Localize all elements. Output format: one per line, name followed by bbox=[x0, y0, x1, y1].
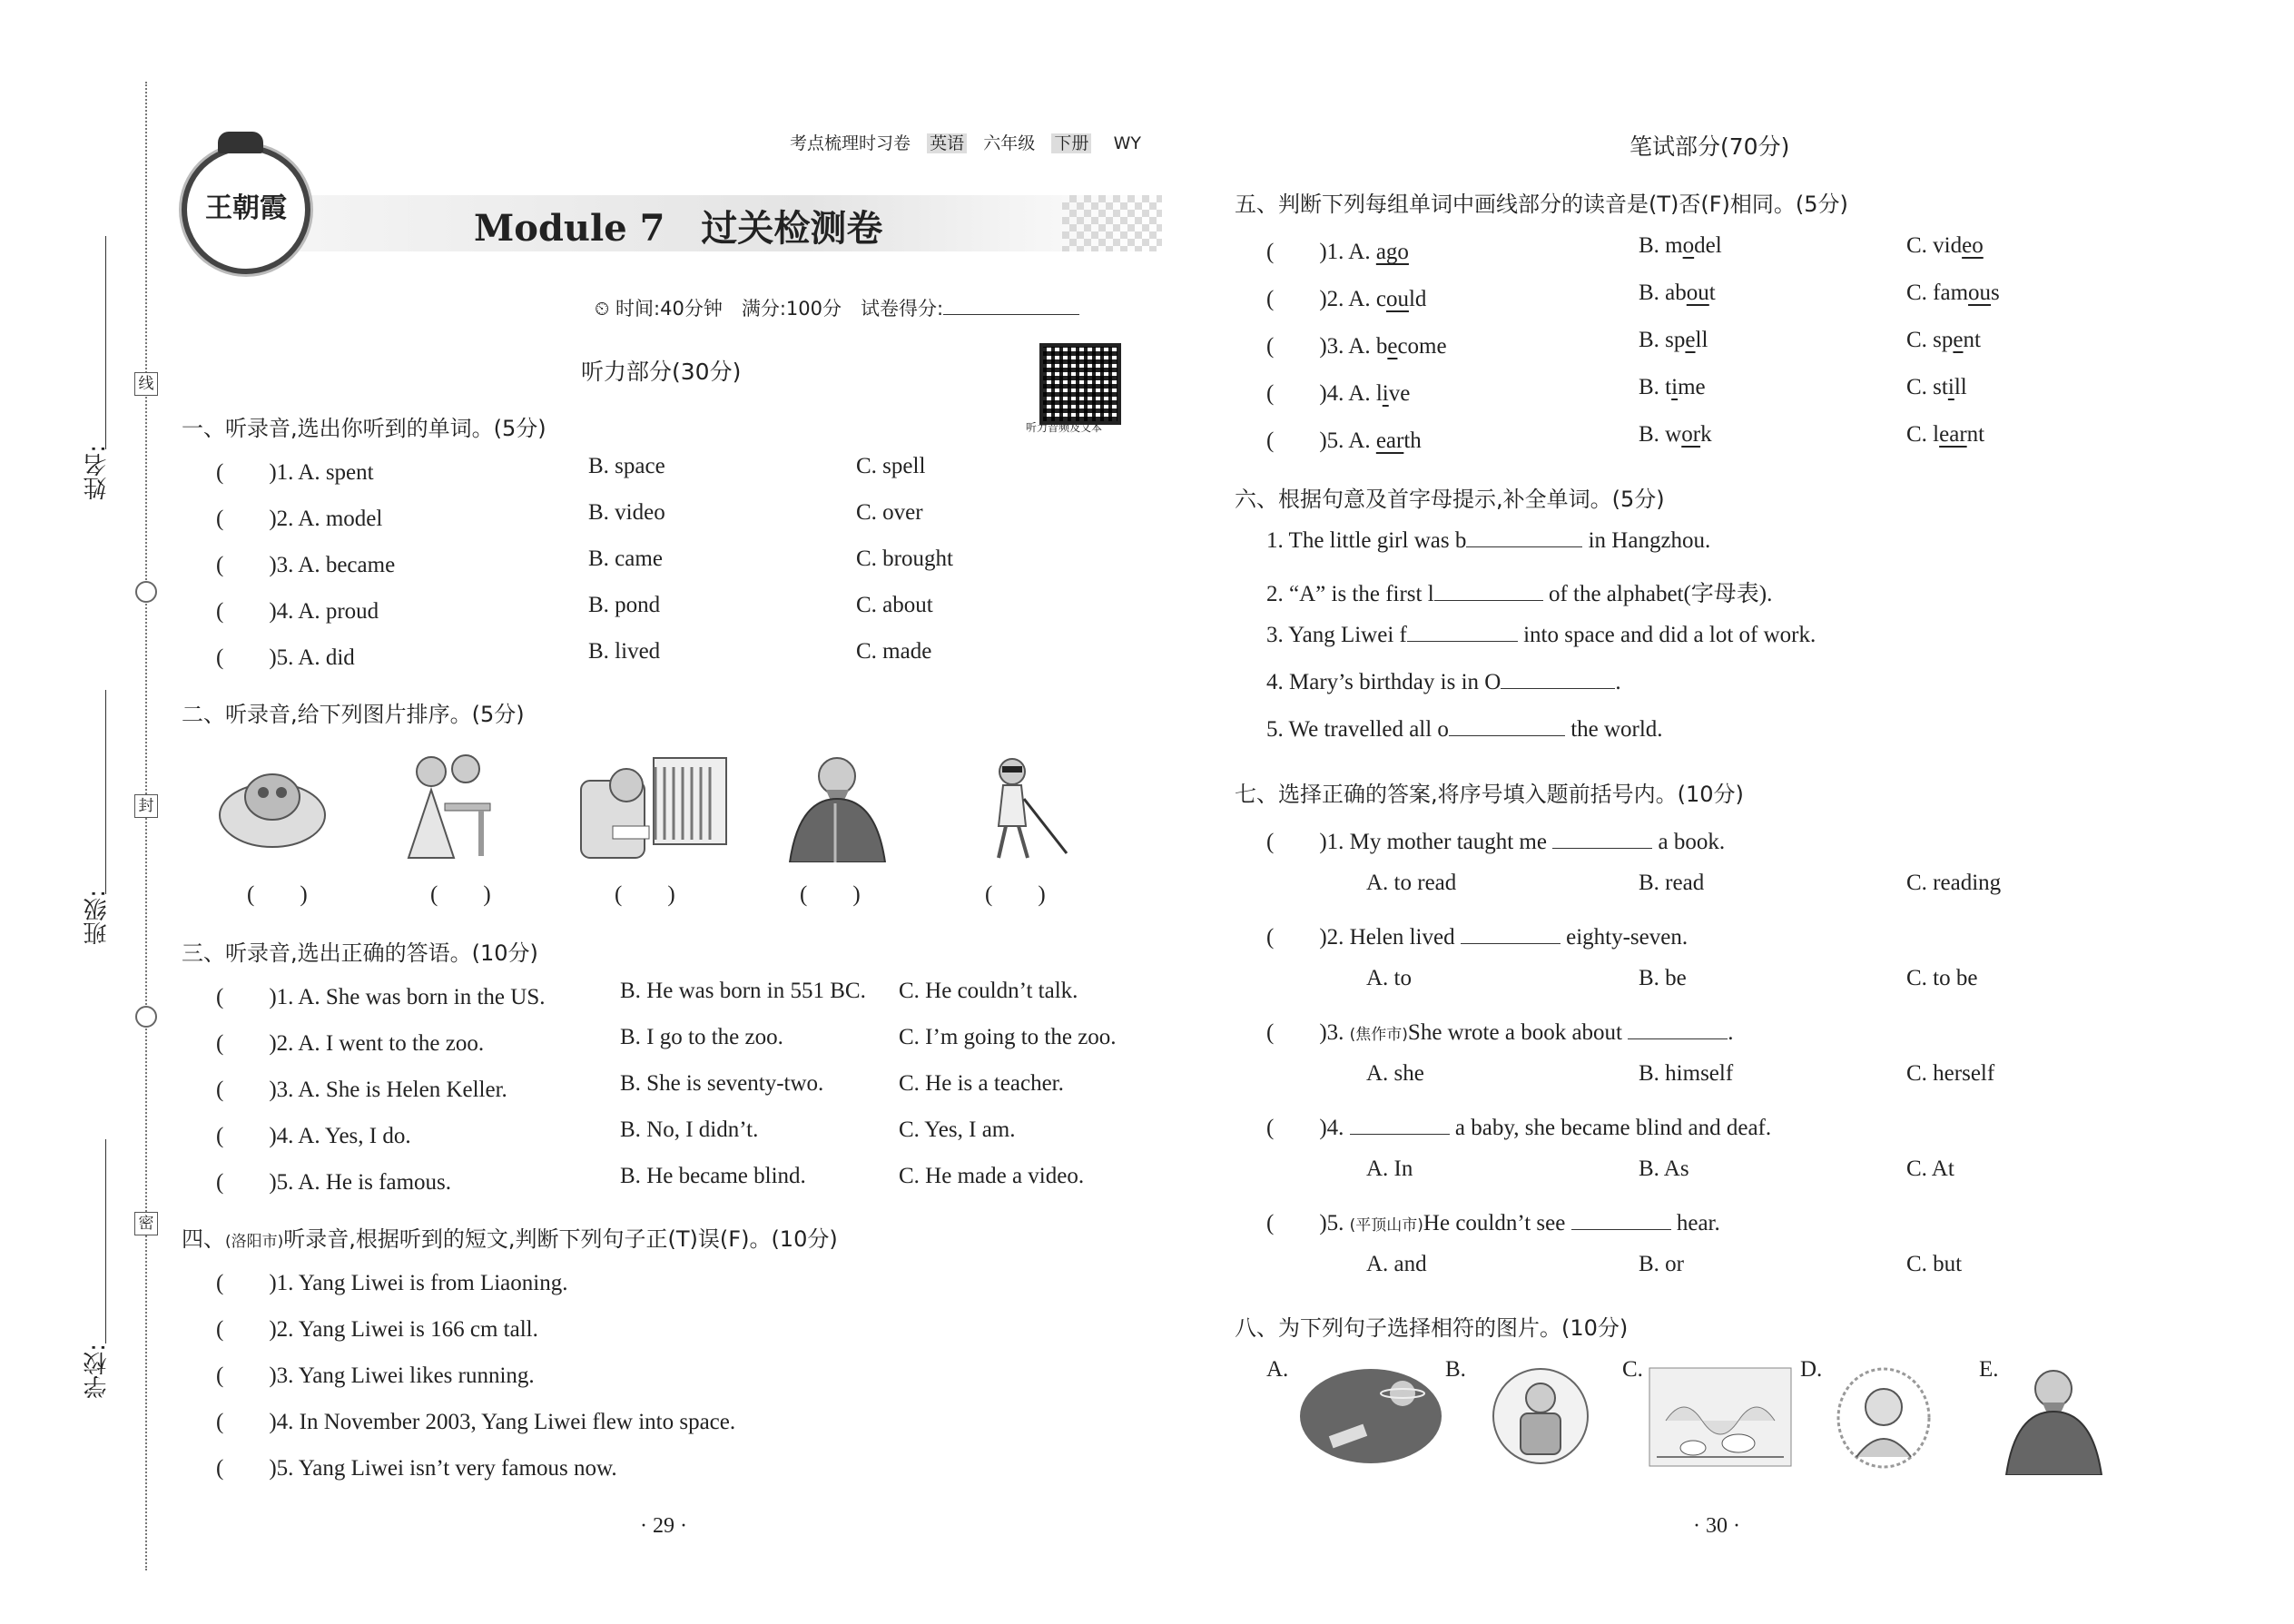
q5-row: ( )5. A. He is famous. B. He became blind. C. He made a video. bbox=[216, 1164, 1085, 1195]
answer-paren[interactable]: ( bbox=[216, 1124, 270, 1148]
class-field[interactable] bbox=[105, 690, 106, 894]
spaceship-picture bbox=[218, 752, 327, 861]
binding-line bbox=[145, 82, 147, 1570]
answer-paren[interactable]: ( bbox=[216, 1170, 270, 1195]
answer-paren[interactable]: ( bbox=[1266, 287, 1320, 311]
answer-paren[interactable]: ( bbox=[216, 1410, 270, 1434]
fill-blank[interactable] bbox=[1434, 582, 1543, 601]
answer-paren[interactable]: ( bbox=[1266, 240, 1320, 264]
q2-row: ( )2. A. model B. video C. over bbox=[216, 500, 923, 531]
fill-5: 5. We travelled all o the world. bbox=[1266, 717, 1663, 742]
answer-paren[interactable]: ( bbox=[216, 553, 270, 577]
binding-circle-1 bbox=[135, 581, 157, 603]
name-field[interactable] bbox=[105, 236, 106, 449]
answer-paren[interactable]: ( bbox=[1266, 381, 1320, 406]
header-checker bbox=[1062, 195, 1162, 251]
school-field[interactable] bbox=[105, 1139, 106, 1343]
fill-blank[interactable] bbox=[1461, 925, 1561, 944]
page-number-left: · 29 · bbox=[640, 1514, 687, 1538]
q3-row: ( )3. A. She is Helen Keller. B. She is seventy-two. C. He is a teacher. bbox=[216, 1071, 1064, 1102]
q4-row: ( )4. A. proud B. pond C. about bbox=[216, 593, 933, 624]
answer-paren[interactable]: ( bbox=[1266, 428, 1320, 453]
q5-row: ( )5. (平顶山市)He couldn’t see hear. bbox=[1266, 1211, 1720, 1235]
answer-paren[interactable]: ( bbox=[1266, 1211, 1320, 1235]
reading-woman-picture bbox=[572, 749, 731, 862]
fill-4: 4. Mary’s birthday is in O . bbox=[1266, 670, 1621, 694]
q3-row: ( )3. A. became B. came C. brought bbox=[216, 546, 953, 577]
q5-row: ( )5. A. did B. lived C. made bbox=[216, 639, 932, 670]
written-section-title: 笔试部分(70分) bbox=[1629, 133, 1790, 160]
answer-paren[interactable]: ( bbox=[216, 507, 270, 531]
term-label: 下册 bbox=[1051, 133, 1091, 153]
space-picture bbox=[1298, 1366, 1443, 1466]
q5-options: A. and B. or C. but bbox=[1366, 1252, 1963, 1276]
answer-paren[interactable]: ( bbox=[216, 1317, 270, 1342]
q2-row: ( )2. Helen lived eighty-seven. bbox=[1266, 925, 1689, 950]
brand-logo bbox=[182, 145, 310, 274]
answer-paren[interactable]: ( bbox=[216, 1363, 270, 1388]
page-number-right: · 30 · bbox=[1693, 1514, 1740, 1538]
answer-paren[interactable]: ( bbox=[1266, 1116, 1320, 1140]
name-label: 姓名: bbox=[84, 445, 111, 500]
binding-mark-feng: 封 bbox=[134, 794, 158, 818]
qr-code[interactable] bbox=[1039, 343, 1121, 425]
q5-row: ( )5. A. earth B. work C. learnt bbox=[1266, 422, 1985, 453]
q3-options: A. she B. himself C. herself bbox=[1366, 1061, 1995, 1086]
q4-row: ( )4. A. live B. time C. still bbox=[1266, 375, 1967, 406]
q1-options: A. to read B. read C. reading bbox=[1366, 871, 2002, 895]
q3-row: ( )3. A. become B. spell C. spent bbox=[1266, 328, 1981, 359]
confucius-picture bbox=[785, 749, 890, 862]
pic-order-paren-5[interactable]: ( ) bbox=[985, 882, 1046, 907]
fill-blank[interactable] bbox=[1449, 717, 1565, 736]
answer-paren[interactable]: ( bbox=[1266, 1020, 1320, 1045]
qr-caption: 听力音频及文本 bbox=[1026, 421, 1103, 434]
farm-picture bbox=[1648, 1366, 1793, 1468]
pic-label-a: A. bbox=[1266, 1357, 1289, 1382]
section-2-title: 二、听录音,给下列图片排序。(5分) bbox=[182, 702, 525, 727]
q5-row: ( )5. Yang Liwei isn’t very famous now. bbox=[216, 1456, 617, 1481]
q1-row: ( )1. My mother taught me a book. bbox=[1266, 830, 1726, 854]
fill-blank[interactable] bbox=[1552, 830, 1652, 849]
fill-blank[interactable] bbox=[1350, 1116, 1450, 1135]
answer-paren[interactable]: ( bbox=[216, 1456, 270, 1481]
edition-label: WY bbox=[1113, 133, 1142, 153]
class-label: 班级: bbox=[84, 890, 111, 945]
q4-row: ( )4. A. Yes, I do. B. No, I didn’t. C. Yes, I am. bbox=[216, 1117, 1016, 1148]
fill-blank[interactable] bbox=[1628, 1020, 1728, 1039]
binding-mark-xian: 线 bbox=[134, 372, 158, 396]
answer-paren[interactable]: ( bbox=[216, 645, 270, 670]
section-1-title: 一、听录音,选出你听到的单词。(5分) bbox=[182, 416, 546, 441]
q1-row: ( )1. A. spent B. space C. spell bbox=[216, 454, 926, 485]
binding-mark-mi: 密 bbox=[134, 1212, 158, 1235]
header-meta bbox=[790, 130, 1141, 154]
binding-circle-2 bbox=[135, 1006, 157, 1028]
series-label: 考点梳理时习卷 bbox=[790, 133, 911, 153]
pic-label-e: E. bbox=[1979, 1357, 1999, 1382]
blind-boy-picture bbox=[971, 753, 1071, 862]
q3-row: ( )3. Yang Liwei likes running. bbox=[216, 1363, 535, 1388]
section-7-title: 七、选择正确的答案,将序号填入题前括号内。(10分) bbox=[1235, 782, 1744, 807]
answer-paren[interactable]: ( bbox=[216, 599, 270, 624]
pic-order-paren-2[interactable]: ( ) bbox=[430, 882, 491, 907]
q4-row: ( )4. In November 2003, Yang Liwei flew into space. bbox=[216, 1410, 736, 1434]
score-blank[interactable] bbox=[943, 296, 1079, 315]
listening-section-title: 听力部分(30分) bbox=[581, 359, 742, 385]
logo-crown-icon bbox=[218, 132, 263, 153]
q2-row: ( )2. A. could B. about C. famous bbox=[1266, 281, 2000, 311]
section-4-title: 四、(洛阳市)听录音,根据听到的短文,判断下列句子正(T)误(F)。(10分) bbox=[182, 1226, 838, 1252]
answer-paren[interactable]: ( bbox=[216, 1031, 270, 1056]
pic-label-b: B. bbox=[1445, 1357, 1466, 1382]
q1-row: ( )1. A. ago B. model C. video bbox=[1266, 233, 1984, 264]
answer-paren[interactable]: ( bbox=[1266, 925, 1320, 950]
subject-label: 英语 bbox=[927, 133, 967, 153]
brand-logo-text: 王朝霞 bbox=[205, 192, 287, 224]
q2-row: ( )2. A. I went to the zoo. B. I go to the zoo. C. I’m going to the zoo. bbox=[216, 1025, 1117, 1056]
q2-options: A. to B. be C. to be bbox=[1366, 966, 1978, 990]
fill-blank[interactable] bbox=[1501, 670, 1615, 689]
section-8-title: 八、为下列句子选择相符的图片。(10分) bbox=[1235, 1315, 1629, 1341]
girls-picture bbox=[395, 749, 495, 862]
section-5-title: 五、判断下列每组单词中画线部分的读音是(T)否(F)相同。(5分) bbox=[1235, 192, 1848, 217]
answer-paren[interactable]: ( bbox=[216, 1271, 270, 1295]
confucius-picture-2 bbox=[2002, 1362, 2106, 1475]
q1-row: ( )1. A. She was born in the US. B. He was born in 551 BC. C. He couldn’t talk. bbox=[216, 979, 1078, 1009]
fill-blank[interactable] bbox=[1571, 1211, 1671, 1230]
school-label: 学校: bbox=[84, 1343, 111, 1399]
section-6-title: 六、根据句意及首字母提示,补全单词。(5分) bbox=[1235, 487, 1665, 512]
answer-paren[interactable]: ( bbox=[1266, 830, 1320, 854]
fill-blank[interactable] bbox=[1407, 623, 1518, 642]
fill-2: 2. “A” is the first l of the alphabet(字母表). bbox=[1266, 582, 1773, 606]
fill-blank[interactable] bbox=[1466, 528, 1582, 547]
q4-row: ( )4. a baby, she became blind and deaf. bbox=[1266, 1116, 1772, 1140]
pic-label-c: C. bbox=[1622, 1357, 1643, 1382]
exam-info: ⏲ 时间:40分钟 满分:100分 试卷得分: bbox=[595, 294, 1079, 321]
section-3-title: 三、听录音,选出正确的答语。(10分) bbox=[182, 940, 538, 966]
fill-3: 3. Yang Liwei f into space and did a lot of work. bbox=[1266, 623, 1816, 647]
answer-paren[interactable]: ( bbox=[216, 985, 270, 1009]
q4-options: A. In B. As C. At bbox=[1366, 1156, 1954, 1181]
answer-paren[interactable]: ( bbox=[216, 1078, 270, 1102]
portrait-picture bbox=[1834, 1366, 1934, 1471]
q3-row: ( )3. (焦作市)She wrote a book about . bbox=[1266, 1020, 1734, 1045]
page-title: Module 7 过关检测卷 bbox=[474, 207, 883, 250]
pic-label-d: D. bbox=[1800, 1357, 1823, 1382]
pic-order-paren-1[interactable]: ( ) bbox=[247, 882, 308, 907]
pic-order-paren-4[interactable]: ( ) bbox=[800, 882, 861, 907]
fill-1: 1. The little girl was b in Hangzhou. bbox=[1266, 528, 1711, 553]
answer-paren[interactable]: ( bbox=[1266, 334, 1320, 359]
pic-order-paren-3[interactable]: ( ) bbox=[615, 882, 675, 907]
astronaut-picture bbox=[1475, 1366, 1607, 1471]
q2-row: ( )2. Yang Liwei is 166 cm tall. bbox=[216, 1317, 538, 1342]
q1-row: ( )1. Yang Liwei is from Liaoning. bbox=[216, 1271, 568, 1295]
answer-paren[interactable]: ( bbox=[216, 460, 270, 485]
grade-label: 六年级 bbox=[983, 133, 1036, 153]
